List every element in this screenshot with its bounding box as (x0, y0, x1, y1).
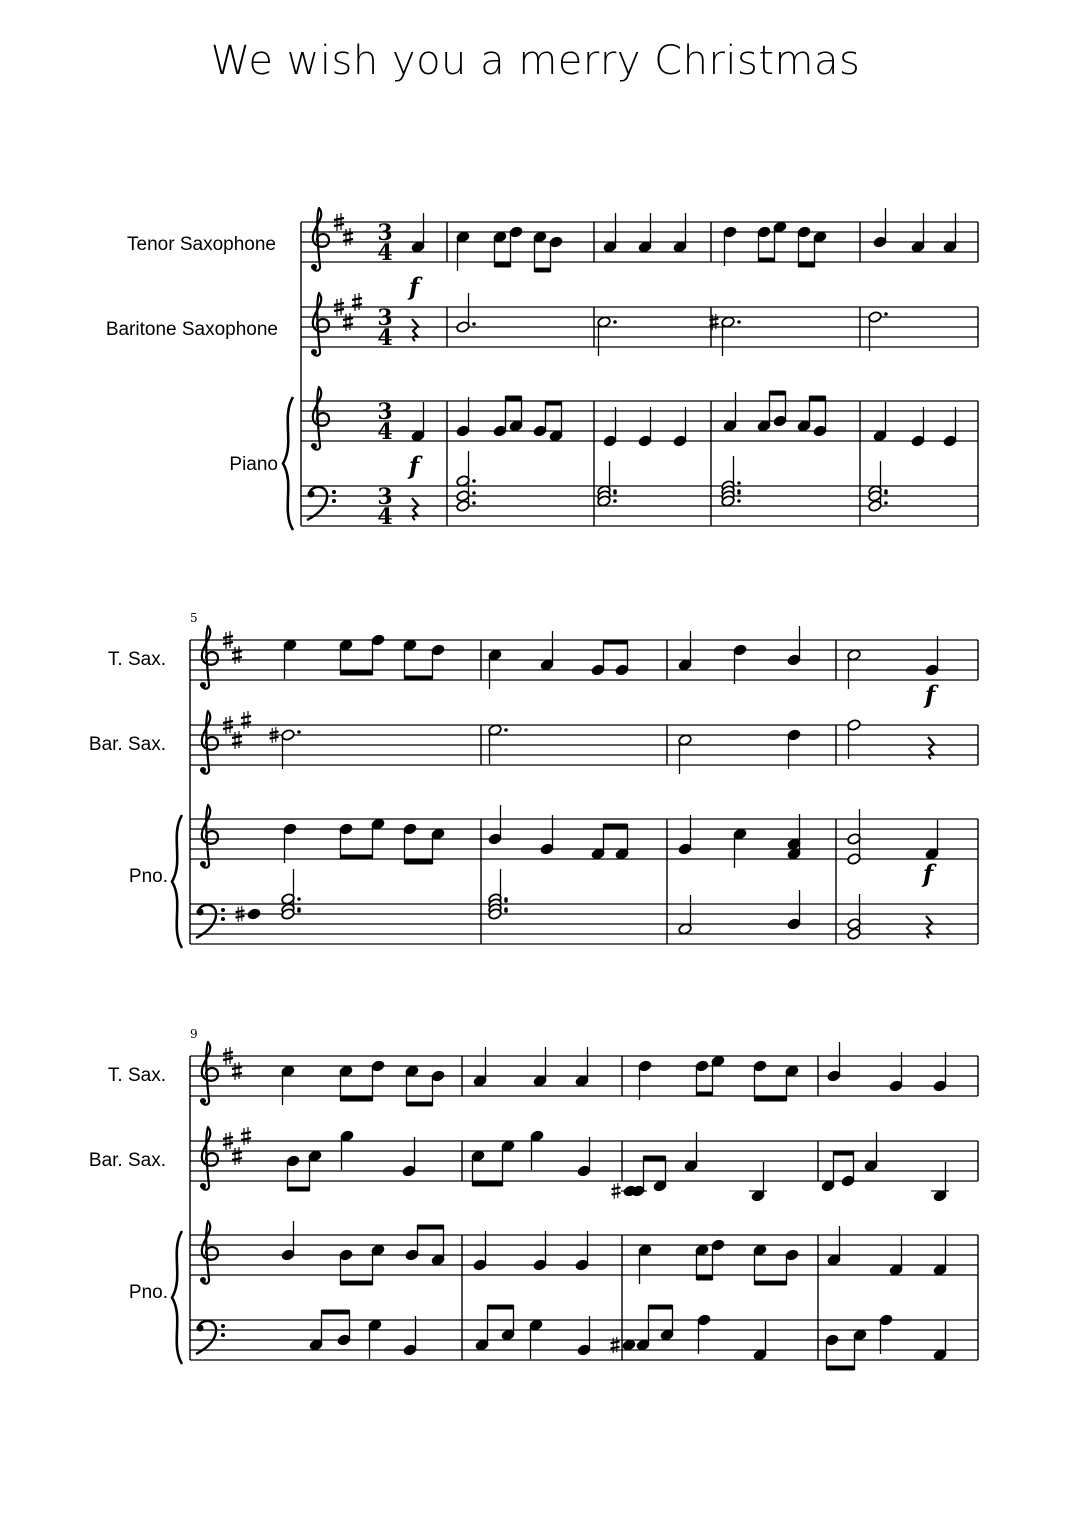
treble-clef-dot (200, 1183, 206, 1189)
sharp-bar (612, 1187, 621, 1189)
measure-number: 5 (190, 611, 198, 625)
sharp-bar (232, 742, 242, 744)
bass-clef-dot (332, 499, 336, 503)
treble-clef-icon (200, 805, 218, 868)
sharp-bar (232, 1158, 242, 1160)
sharp-icon (241, 711, 251, 729)
rest-stroke (412, 319, 418, 341)
rest-stroke (928, 737, 934, 759)
dynamic-forte: f (922, 859, 934, 888)
bass-clef-dot (332, 490, 336, 494)
sharp-bar (236, 916, 245, 918)
score-title: We wish you a merry Christmas (210, 38, 861, 84)
augmentation-dot (613, 491, 617, 495)
sharp-bar (223, 1058, 233, 1060)
rest-stroke (926, 916, 932, 938)
sharp-bar (223, 1143, 233, 1145)
piano-brace-icon (172, 815, 182, 948)
sharp-bar (612, 1193, 621, 1195)
sharp-bar (343, 239, 353, 241)
augmentation-dot (504, 899, 508, 903)
sharp-bar (270, 737, 279, 739)
sharp-icon (611, 1337, 620, 1353)
sharp-bar (343, 318, 353, 320)
augmentation-dot (884, 491, 888, 495)
sharp-icon (232, 731, 242, 749)
quarter-rest-icon (412, 319, 418, 341)
sharp-bar (232, 1067, 242, 1069)
sharp-bar (241, 1132, 251, 1134)
time-signature-bottom: 4 (377, 419, 393, 445)
baritone-sax-short-label: Bar. Sax. (88, 734, 166, 755)
treble-clef-stroke (202, 1127, 218, 1190)
treble-clef-dot (200, 682, 206, 688)
time-signature-bottom: 4 (377, 325, 393, 351)
sharp-bar (232, 1073, 242, 1075)
notehead (247, 908, 261, 920)
treble-clef-icon (311, 387, 329, 450)
dynamic-forte: f (408, 272, 420, 301)
augmentation-dot (737, 320, 741, 324)
time-signature-top: 3 (377, 399, 393, 425)
augmentation-dot (737, 499, 741, 503)
sharp-bar (223, 636, 233, 638)
sharp-bar (334, 224, 344, 226)
sharp-bar (241, 722, 251, 724)
bass-clef-dot (197, 1325, 204, 1332)
sharp-bar (236, 910, 245, 912)
sharp-bar (270, 731, 279, 733)
bass-clef-dot (221, 908, 225, 912)
treble-clef-stroke (202, 1221, 218, 1284)
measure-number: 9 (190, 1027, 198, 1041)
bass-clef-icon (307, 487, 336, 520)
piano-short-label: Pno. (128, 866, 168, 887)
treble-clef-dot (200, 767, 206, 773)
time-signature-bottom: 4 (377, 504, 393, 530)
augmentation-dot (472, 491, 476, 495)
dynamic-forte: f (924, 680, 936, 709)
augmentation-dot (297, 909, 301, 913)
augmentation-dot (504, 909, 508, 913)
sharp-bar (223, 1137, 233, 1139)
sharp-bar (223, 727, 233, 729)
augmentation-dot (472, 501, 476, 505)
treble-clef-icon (200, 626, 218, 689)
dynamic-forte: f (408, 451, 420, 480)
sharp-bar (352, 298, 362, 300)
time-signature-top: 3 (377, 305, 393, 331)
treble-clef-stroke (202, 1042, 218, 1105)
treble-clef-stroke (313, 293, 329, 356)
augmentation-dot (472, 322, 476, 326)
sharp-bar (232, 657, 242, 659)
augmentation-dot (297, 730, 301, 734)
treble-clef-icon (311, 293, 329, 356)
treble-clef-dot (311, 443, 317, 449)
piano-brace-icon (283, 397, 293, 530)
treble-clef-icon (200, 711, 218, 774)
sharp-bar (232, 651, 242, 653)
sharp-bar (223, 1052, 233, 1054)
rest-stroke (412, 498, 418, 520)
tenor-sax-short-label: T. Sax. (107, 1065, 166, 1086)
treble-clef-icon (200, 1221, 218, 1284)
treble-clef-icon (200, 1127, 218, 1190)
bass-clef-icon (196, 1321, 225, 1354)
sharp-icon (352, 293, 362, 311)
treble-clef-icon (200, 1042, 218, 1105)
sharp-icon (612, 1183, 621, 1199)
sharp-bar (343, 324, 353, 326)
augmentation-dot (737, 491, 741, 495)
treble-clef-dot (311, 349, 317, 355)
time-signature-top: 3 (377, 484, 393, 510)
sharp-icon (343, 228, 353, 246)
augmentation-dot (884, 501, 888, 505)
bass-clef-dot (221, 917, 225, 921)
sharp-icon (232, 646, 242, 664)
augmentation-dot (472, 479, 476, 483)
piano-brace-icon (172, 1231, 182, 1364)
quarter-rest-icon (928, 737, 934, 759)
tenor-sax-short-label: T. Sax. (107, 649, 166, 670)
time-signature-bottom: 4 (377, 240, 393, 266)
treble-clef-stroke (313, 387, 329, 450)
bass-clef-icon (196, 905, 225, 938)
sharp-icon (343, 313, 353, 331)
notehead (622, 1339, 636, 1351)
treble-clef-dot (200, 1277, 206, 1283)
bass-clef-dot (197, 909, 204, 916)
sharp-bar (611, 1341, 620, 1343)
augmentation-dot (737, 481, 741, 485)
treble-clef-stroke (313, 208, 329, 271)
sharp-bar (352, 304, 362, 306)
treble-clef-stroke (202, 711, 218, 774)
quarter-rest-icon (412, 498, 418, 520)
sharp-bar (334, 309, 344, 311)
piano-label: Piano (229, 454, 278, 475)
treble-clef-stroke (202, 626, 218, 689)
bass-clef-dot (308, 491, 315, 498)
tenor-sax-label: Tenor Saxophone (127, 234, 276, 255)
bass-clef-dot (221, 1333, 225, 1337)
sharp-bar (223, 721, 233, 723)
sharp-bar (241, 716, 251, 718)
sharp-bar (343, 233, 353, 235)
augmentation-dot (613, 320, 617, 324)
sharp-bar (223, 642, 233, 644)
sharp-bar (241, 1138, 251, 1140)
sharp-bar (232, 1152, 242, 1154)
augmentation-dot (297, 897, 301, 901)
sharp-bar (334, 303, 344, 305)
augmentation-dot (504, 728, 508, 732)
augmentation-dot (613, 499, 617, 503)
treble-clef-dot (311, 264, 317, 270)
sharp-icon (232, 1147, 242, 1165)
treble-clef-icon (311, 208, 329, 271)
treble-clef-dot (200, 1098, 206, 1104)
sharp-bar (611, 1347, 620, 1349)
piano-short-label: Pno. (128, 1282, 168, 1303)
sharp-icon (241, 1127, 251, 1145)
sharp-bar (334, 218, 344, 220)
sharp-icon (232, 1062, 242, 1080)
sharp-bar (232, 736, 242, 738)
treble-clef-dot (200, 861, 206, 867)
baritone-sax-label: Baritone Saxophone (105, 319, 278, 340)
augmentation-dot (884, 312, 888, 316)
quarter-rest-icon (926, 916, 932, 938)
bass-clef-dot (221, 1324, 225, 1328)
treble-clef-stroke (202, 805, 218, 868)
time-signature-top: 3 (377, 220, 393, 246)
baritone-sax-short-label: Bar. Sax. (88, 1150, 166, 1171)
